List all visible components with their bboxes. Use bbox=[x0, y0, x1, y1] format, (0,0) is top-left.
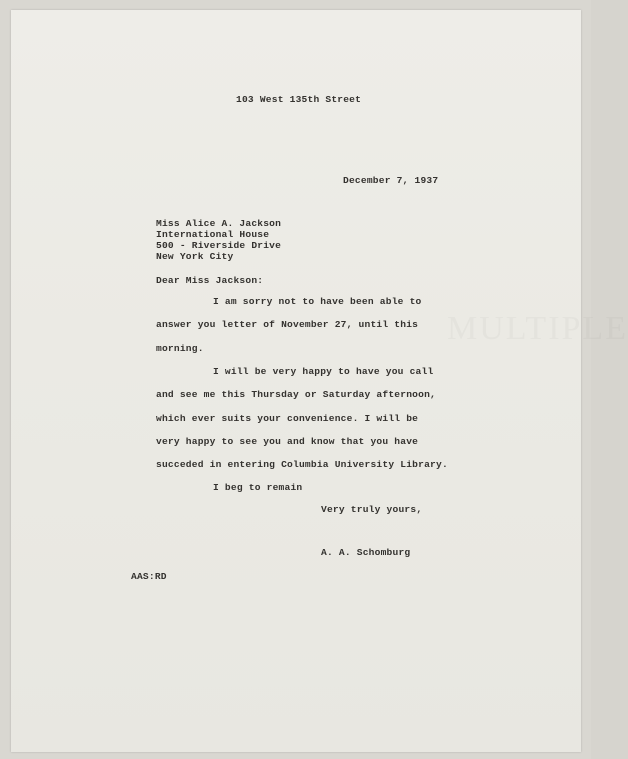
body-line: which ever suits your convenience. I will be bbox=[156, 413, 419, 424]
body-line: morning. bbox=[156, 343, 204, 354]
letter-date: December 7, 1937 bbox=[343, 175, 439, 186]
body-line: answer you letter of November 27, until this bbox=[156, 319, 419, 330]
body-line: I will be very happy to have you call bbox=[213, 366, 434, 377]
salutation: Dear Miss Jackson: bbox=[156, 275, 264, 286]
recipient-address-line: New York City bbox=[156, 251, 234, 262]
signature: A. A. Schomburg bbox=[321, 547, 411, 558]
recipient-address-line: 500 - Riverside Drive bbox=[156, 240, 282, 251]
letter-page bbox=[11, 10, 628, 752]
body-line: I am sorry not to have been able to bbox=[213, 296, 422, 307]
body-line: very happy to see you and know that you have bbox=[156, 436, 419, 447]
complimentary-close: Very truly yours, bbox=[321, 504, 423, 515]
body-line: succeded in entering Columbia University Library. bbox=[156, 459, 448, 470]
body-line: and see me this Thursday or Saturday afternoon, bbox=[156, 389, 436, 400]
recipient-address-line: International House bbox=[156, 229, 270, 240]
bleed-through-mark: MULTIPLE bbox=[447, 310, 628, 347]
body-line: I beg to remain bbox=[213, 482, 303, 493]
return-address: 103 West 135th Street bbox=[236, 94, 362, 105]
typist-initials: AAS:RD bbox=[131, 571, 167, 582]
recipient-name: Miss Alice A. Jackson bbox=[156, 218, 282, 229]
